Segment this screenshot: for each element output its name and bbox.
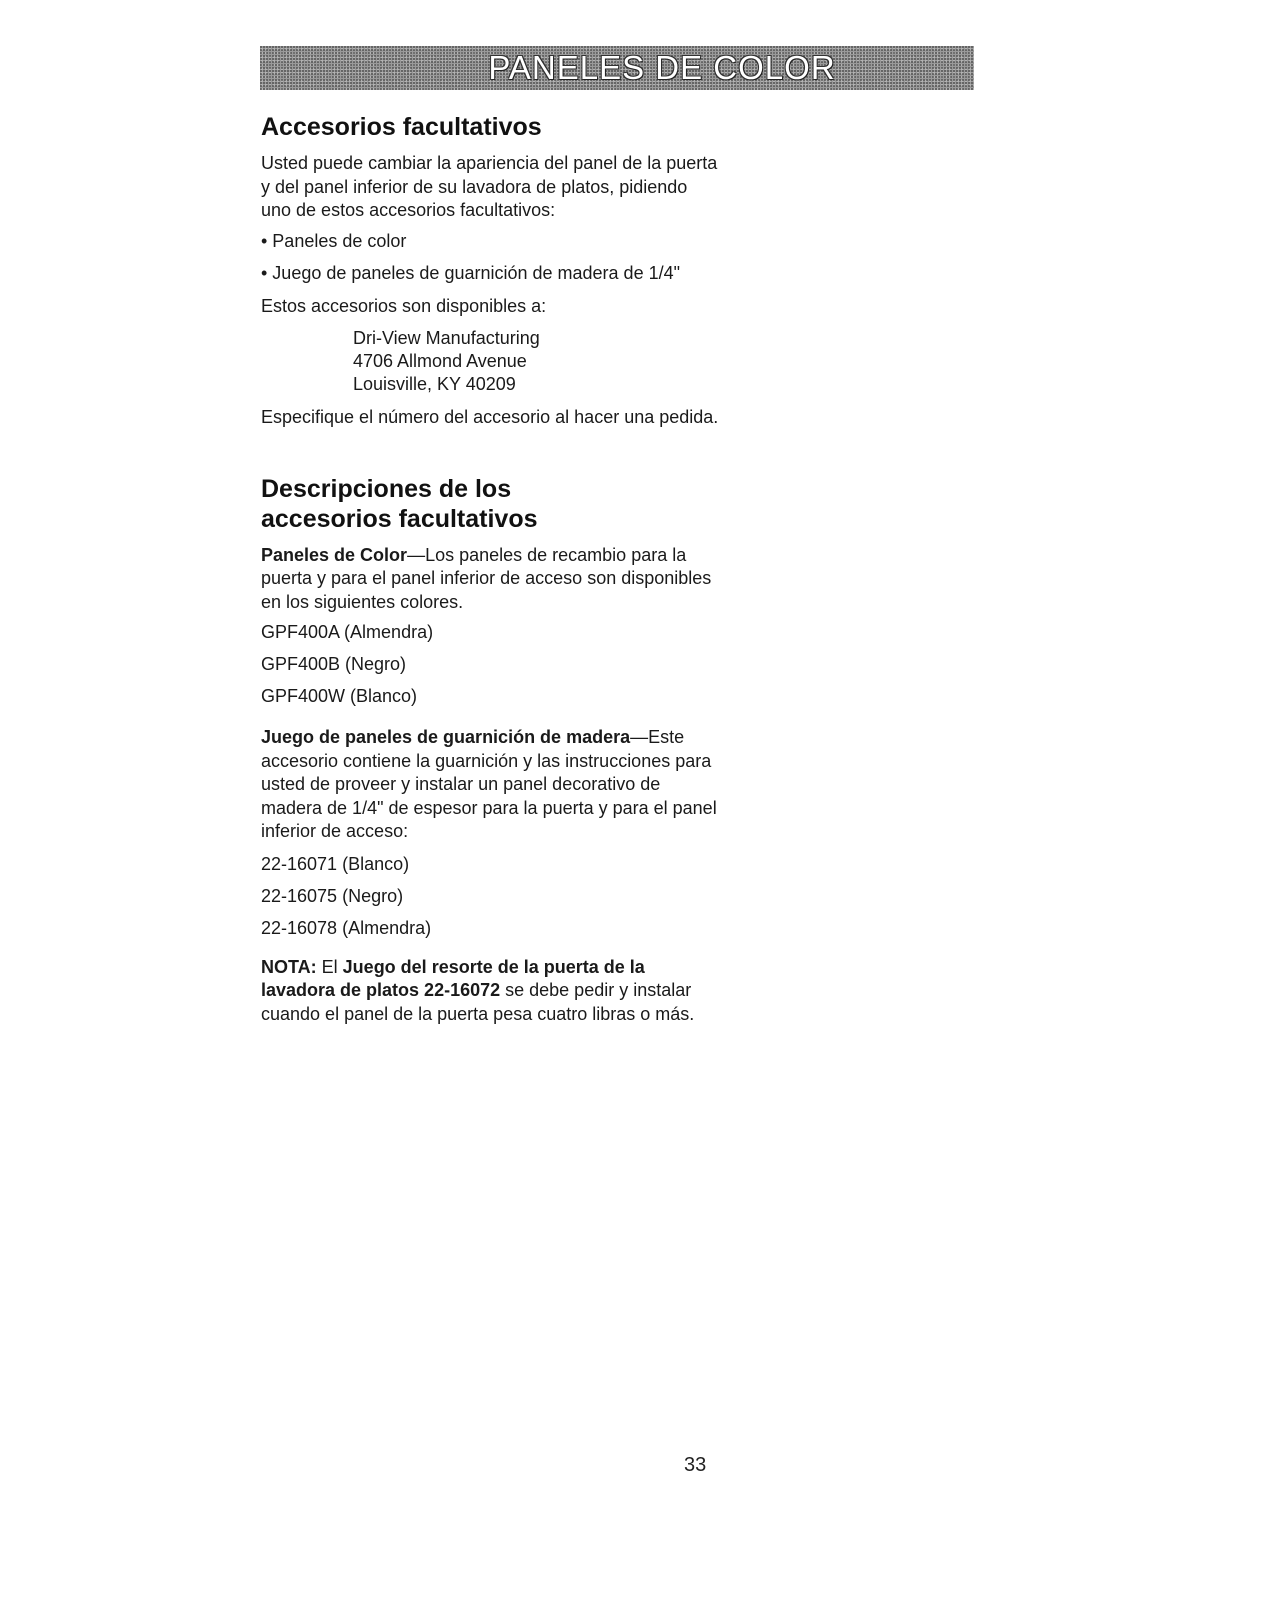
list-item: • Juego de paneles de guarnición de madera de 1/4" (261, 263, 680, 283)
code-item: 22-16075 (Negro) (261, 885, 404, 906)
intro-paragraph: Usted puede cambiar la apariencia del panel de la puerta y del panel inferior de su lavadora de platos, pidiendo uno de estos accesorios facultativos: (261, 153, 718, 220)
page-number: 33 (684, 1454, 707, 1476)
availability-text: Estos accesorios son disponibles a: (261, 295, 547, 316)
color-panels-paragraph (261, 544, 721, 615)
section-banner (260, 46, 974, 90)
code-item: GPF400B (Negro) (261, 654, 407, 674)
banner-title: PANELES DE COLOR (488, 49, 836, 86)
specify-text: Especifique el número del accesorio al hacer una pedida. (261, 407, 719, 427)
note-paragraph (261, 956, 721, 1027)
code-item: GPF400W (Blanco) (261, 686, 418, 706)
page-content (261, 112, 721, 1026)
heading-descripciones (261, 474, 721, 534)
note-text: se debe pedir y instalar cuando el panel de la puerta pesa cuatro libras o más. (261, 980, 695, 1024)
note-label: NOTA: (261, 956, 317, 977)
note-bold-text: Juego del resorte de la puerta de la lavadora de platos 22-16072 (261, 956, 645, 1000)
color-codes (261, 621, 721, 708)
accessory-list (261, 230, 721, 286)
wood-trim-label: Juego de paneles de guarnición de madera (261, 727, 631, 747)
address-line: Louisville, KY 40209 (353, 374, 516, 394)
address-line: Dri-View Manufacturing (353, 328, 540, 348)
heading-accesorios: Accesorios facultativos (261, 113, 542, 141)
color-panels-text: —Los paneles de recambio para la puerta y para el panel inferior de acceso son disponibles en los siguientes colores. (261, 544, 712, 612)
wood-trim-codes (261, 853, 721, 940)
heading-line: Descripciones de los (261, 474, 512, 503)
supplier-address (353, 327, 721, 396)
note-text: El (316, 956, 343, 977)
wood-trim-text: —Este accesorio contiene la guarnición y las instrucciones para usted de proveer y instalar un panel decorativo de madera de 1/4" de espesor para la puerta y para el panel inferior de acceso: (261, 727, 717, 841)
address-line: 4706 Allmond Avenue (353, 351, 527, 371)
color-panels-label: Paneles de Color (261, 544, 408, 565)
code-item: 22-16078 (Almendra) (261, 917, 432, 938)
heading-line: accesorios facultativos (261, 504, 538, 533)
code-item: GPF400A (Almendra) (261, 622, 434, 642)
wood-trim-paragraph (261, 726, 721, 844)
list-item: • Paneles de color (261, 230, 407, 251)
code-item: 22-16071 (Blanco) (261, 853, 410, 874)
